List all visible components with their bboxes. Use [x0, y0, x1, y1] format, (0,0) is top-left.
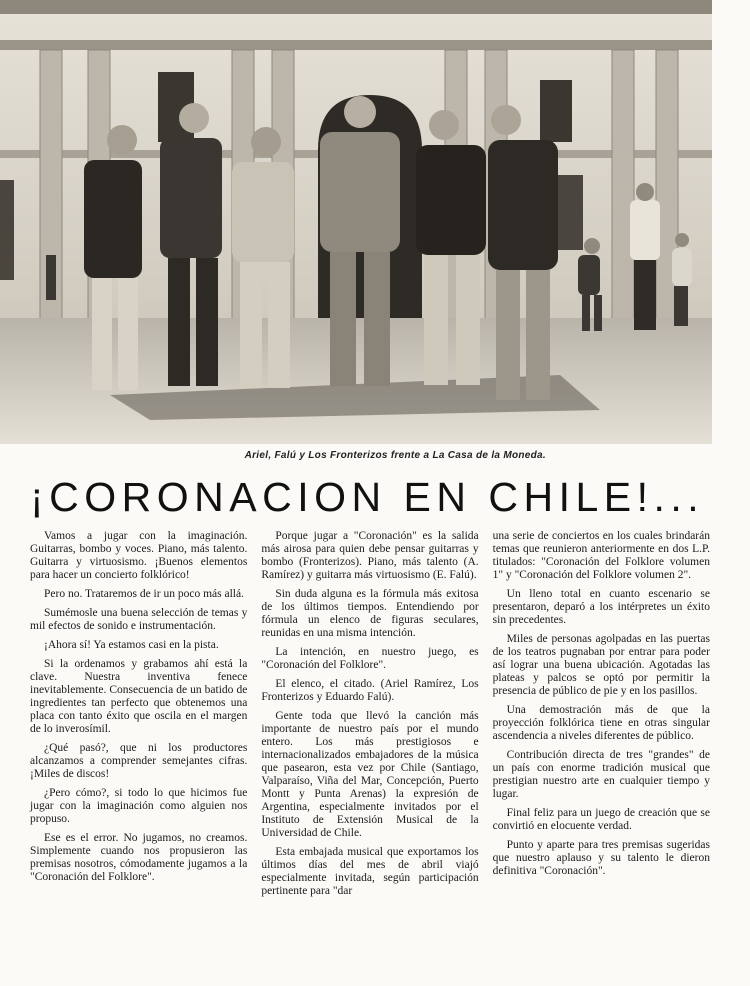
paragraph: Pero no. Trataremos de ir un poco más allá.: [44, 588, 244, 600]
photo-illustration: [0, 0, 712, 444]
paragraph: Una demostración más de que la proyección folklórica tiene en otras singular ascendencia a niveles diferentes de público.: [492, 704, 710, 742]
paragraph: Un lleno total en cuanto escenario se presentaron, deparó a los intérpretes un éxito sin precedentes.: [492, 588, 710, 626]
paragraph: Gente toda que llevó la canción más importante de nuestro país por el mundo entero. Los más prestigiosos e internacionalizados embajadores de la música que pasearon, esta vez por Chile (Santiago, Valparaíso, Viña del Mar, Concepción, Puerto Montt y Punta Arenas) la expresión de Argentina, especialmente invitados por el Instituto de Extensión Musical de la Universidad de Chile.: [261, 710, 479, 839]
column-1: [30, 530, 247, 970]
paragraph: Contribución directa de tres "grandes" de un país con enorme tradición musical que prestigian nuestro arte en cualquier tiempo y lugar.: [492, 749, 710, 800]
paragraph: El elenco, el citado. (Ariel Ramírez, Los Fronterizos y Eduardo Falú).: [261, 678, 479, 703]
article-body: [30, 530, 710, 970]
photo-caption: Ariel, Falú y Los Fronterizos frente a La Casa de la Moneda.: [244, 450, 546, 461]
paragraph: ¡Ahora sí! Ya estamos casi en la pista.: [44, 639, 219, 651]
column-3: [493, 530, 710, 970]
paragraph: ¿Pero cómo?, si todo lo que hicimos fue jugar con la imaginación como alguien nos propuso.: [30, 787, 248, 825]
paragraph: Porque jugar a "Coronación" es la salida más airosa para quien debe pensar guitarras y bombo (Fronterizos). Piano, más talento (A. Ramírez) y guitarra más virtuosismo (E. Falú).: [261, 530, 479, 581]
group-photo: [0, 0, 712, 444]
paragraph: Si la ordenamos y grabamos ahí está la clave. Nuestra inventiva fenece inevitablemente. Consecuencia de un batido de ingredientes tan perfecto que obtenemos una placa con tanto éxito que oscila en el margen de lo inverosímil.: [30, 658, 248, 735]
paragraph: una serie de conciertos en los cuales brindarán temas que reunieron anteriormente en dos L.P. titulados: "Coronación del Folklore volumen 1" y "Coronación del Folklore volumen 2".: [492, 530, 710, 581]
paragraph: Sin duda alguna es la fórmula más exitosa de los últimos tiempos. Entendiendo por fórmula un elenco de figuras seculares, reunidas en una misma intención.: [261, 588, 479, 639]
column-2: [261, 530, 478, 970]
paragraph: ¿Qué pasó?, que ni los productores alcanzamos a comprender semejantes cifras. ¡Miles de discos!: [30, 742, 248, 780]
article-headline: ¡CORONACION EN CHILE!...: [30, 474, 705, 520]
paragraph: La intención, en nuestro juego, es "Coronación del Folklore".: [261, 646, 479, 671]
paragraph: Ese es el error. No jugamos, no creamos. Simplemente cuando nos propusieron las premisas nosotros, cómodamente jugamos a la "Coronación del Folklore".: [30, 832, 248, 883]
paragraph: Punto y aparte para tres premisas sugeridas que nuestro aplauso y su talento le dieron definitiva "Coronación".: [492, 839, 710, 877]
window: [540, 80, 572, 142]
window: [555, 175, 583, 250]
paragraph: Sumémosle una buena selección de temas y mil efectos de sonido e instrumentación.: [30, 607, 248, 632]
paragraph: Esta embajada musical que exportamos los últimos días del mes de abril viajó especialmente invitada, según participación pertinente para "dar: [261, 846, 479, 897]
paragraph: Final feliz para un juego de creación que se convirtió en elocuente verdad.: [492, 807, 710, 832]
paragraph: Vamos a jugar con la imaginación. Guitarras, bombo y voces. Piano, más talento. Guitarra y virtuosismo. ¡Buenos elementos para hacer un concierto folklórico!: [30, 530, 248, 581]
paragraph: Miles de personas agolpadas en las puertas de los teatros pugnaban por entrar para poder así lograr una buena ubicación. Agotadas las plateas y palcos se optó por permitir la presencia de público de pie y en los pasillos.: [492, 633, 710, 697]
